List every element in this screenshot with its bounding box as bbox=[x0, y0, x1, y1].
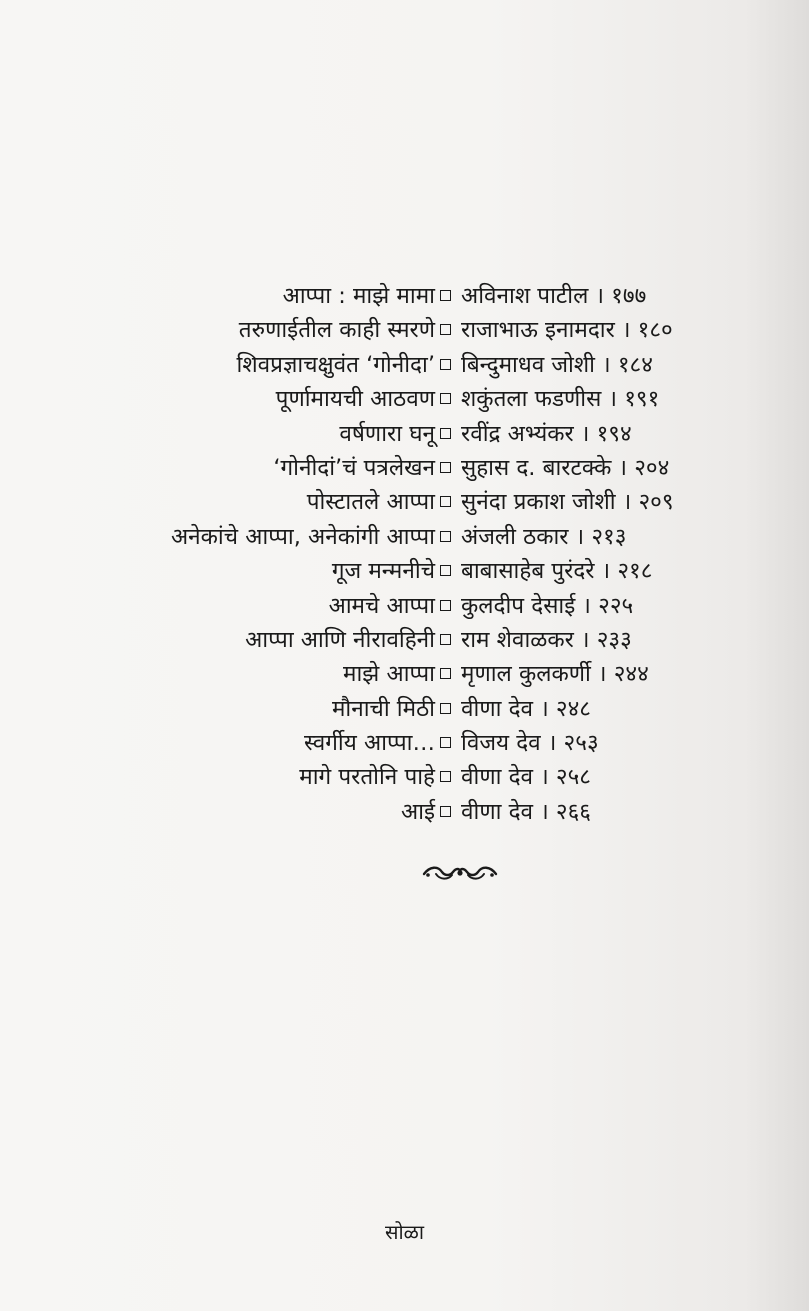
toc-page-number: १८४ bbox=[617, 351, 653, 378]
toc-row: आमचे आप्पा कुलदीप देसाई । २२५ bbox=[0, 589, 809, 623]
separator-box-icon bbox=[440, 634, 451, 645]
toc-title: गूज मन्मनीचे bbox=[331, 558, 435, 585]
toc-page-number: २२५ bbox=[598, 592, 634, 619]
toc-author: कुलदीप देसाई bbox=[461, 592, 576, 619]
toc-page-number: २१८ bbox=[617, 558, 653, 585]
toc-title: वर्षणारा घनू bbox=[339, 420, 435, 447]
toc-row: स्वर्गीय आप्पा… विजय देव । २५३ bbox=[0, 726, 809, 760]
toc-page-number: २१३ bbox=[591, 523, 627, 550]
separator-box-icon bbox=[440, 359, 451, 370]
separator-box-icon bbox=[440, 324, 451, 335]
toc-author: सुनंदा प्रकाश जोशी bbox=[461, 489, 616, 516]
toc-row: गूज मन्मनीचे बाबासाहेब पुरंदरे । २१८ bbox=[0, 554, 809, 588]
toc-title: स्वर्गीय आप्पा… bbox=[304, 730, 435, 757]
toc-author: शकुंतला फडणीस bbox=[461, 386, 602, 413]
separator-box-icon bbox=[440, 462, 451, 473]
toc-page-number: १७७ bbox=[611, 283, 647, 309]
toc-author: बिन्दुमाधव जोशी bbox=[461, 351, 596, 378]
separator-box-icon bbox=[440, 771, 451, 782]
toc-page-number: २५३ bbox=[563, 730, 599, 757]
toc-page-number: १९१ bbox=[624, 386, 660, 413]
toc-row: पोस्टातले आप्पा सुनंदा प्रकाश जोशी । २०९ bbox=[0, 485, 809, 519]
toc-title: मौनाची मिठी bbox=[331, 695, 435, 722]
toc-title: मागे परतोनि पाहे bbox=[299, 764, 435, 791]
toc-page-number: २३३ bbox=[596, 626, 632, 653]
toc-author: बाबासाहेब पुरंदरे bbox=[461, 558, 595, 585]
toc-author: अविनाश पाटील bbox=[461, 283, 589, 309]
toc-row: ‘गोनीदां’चं पत्रलेखन सुहास द. बारटक्के । २०४ bbox=[0, 451, 809, 485]
toc-author: सुहास द. बारटक्के bbox=[461, 454, 612, 481]
toc-page-number: २०४ bbox=[634, 454, 670, 481]
toc-title: पूर्णामायची आठवण bbox=[275, 386, 435, 413]
toc-title: शिवप्रज्ञाचक्षुवंत ‘गोनीदा’ bbox=[236, 351, 435, 378]
separator-box-icon bbox=[440, 428, 451, 439]
toc-row: तरुणाईतील काही स्मरणे राजाभाऊ इनामदार । १८० bbox=[0, 313, 809, 347]
separator-box-icon bbox=[440, 290, 451, 301]
toc-page-number: २०९ bbox=[638, 489, 674, 516]
toc-row: आप्पा आणि नीरावहिनी राम शेवाळकर । २३३ bbox=[0, 623, 809, 657]
toc-row: शिवप्रज्ञाचक्षुवंत ‘गोनीदा’ बिन्दुमाधव जोशी । १८४ bbox=[0, 348, 809, 382]
toc-title: आमचे आप्पा bbox=[328, 592, 435, 619]
toc-author: विजय देव bbox=[461, 730, 541, 757]
toc-author: वीणा देव bbox=[461, 764, 534, 791]
toc-row: वर्षणारा घनू रवींद्र अभ्यंकर । १९४ bbox=[0, 417, 809, 451]
toc-row: आई वीणा देव । २६६ bbox=[0, 795, 809, 829]
toc-title: अनेकांचे आप्पा, अनेकांगी आप्पा bbox=[170, 523, 435, 550]
toc-title: तरुणाईतील काही स्मरणे bbox=[238, 317, 435, 344]
decorative-flourish-icon bbox=[420, 860, 500, 884]
toc-title: माझे आप्पा bbox=[343, 661, 435, 688]
toc-row: मागे परतोनि पाहे वीणा देव । २५८ bbox=[0, 760, 809, 794]
separator-box-icon bbox=[440, 668, 451, 679]
toc-page-number: १८० bbox=[637, 317, 673, 344]
separator-box-icon bbox=[440, 703, 451, 714]
toc-page-number: १९४ bbox=[596, 420, 632, 447]
toc-row: आप्पा : माझे मामा अविनाश पाटील । १७७ bbox=[0, 279, 809, 313]
separator-box-icon bbox=[440, 496, 451, 507]
toc-row: पूर्णामायची आठवण शकुंतला फडणीस । १९१ bbox=[0, 382, 809, 416]
toc-page-number: २४८ bbox=[555, 695, 591, 722]
separator-box-icon bbox=[440, 531, 451, 542]
toc-title: आई bbox=[400, 798, 435, 825]
separator-box-icon bbox=[440, 565, 451, 576]
page-folio: सोळा bbox=[384, 1220, 425, 1244]
toc-row: माझे आप्पा मृणाल कुलकर्णी । २४४ bbox=[0, 657, 809, 691]
toc-author: रवींद्र अभ्यंकर bbox=[461, 420, 574, 447]
toc-author: राजाभाऊ इनामदार bbox=[461, 317, 615, 344]
toc-title: पोस्टातले आप्पा bbox=[306, 489, 435, 516]
toc-row: मौनाची मिठी वीणा देव । २४८ bbox=[0, 692, 809, 726]
table-of-contents bbox=[0, 279, 809, 829]
toc-page-number: २५८ bbox=[555, 764, 591, 791]
toc-author: मृणाल कुलकर्णी bbox=[461, 661, 591, 688]
toc-author: राम शेवाळकर bbox=[461, 626, 574, 653]
separator-box-icon bbox=[440, 600, 451, 611]
separator-box-icon bbox=[440, 737, 451, 748]
toc-author: वीणा देव bbox=[461, 798, 534, 825]
toc-page-number: २४४ bbox=[613, 661, 649, 688]
separator-box-icon bbox=[440, 393, 451, 404]
toc-title: आप्पा : माझे मामा bbox=[282, 283, 435, 309]
toc-title: आप्पा आणि नीरावहिनी bbox=[245, 626, 435, 653]
toc-page-number: २६६ bbox=[555, 798, 591, 825]
toc-title: ‘गोनीदां’चं पत्रलेखन bbox=[273, 454, 435, 481]
toc-author: अंजली ठकार bbox=[461, 523, 569, 550]
toc-author: वीणा देव bbox=[461, 695, 534, 722]
toc-row: अनेकांचे आप्पा, अनेकांगी आप्पा अंजली ठकार । २१३ bbox=[0, 520, 809, 554]
separator-box-icon bbox=[440, 806, 451, 817]
